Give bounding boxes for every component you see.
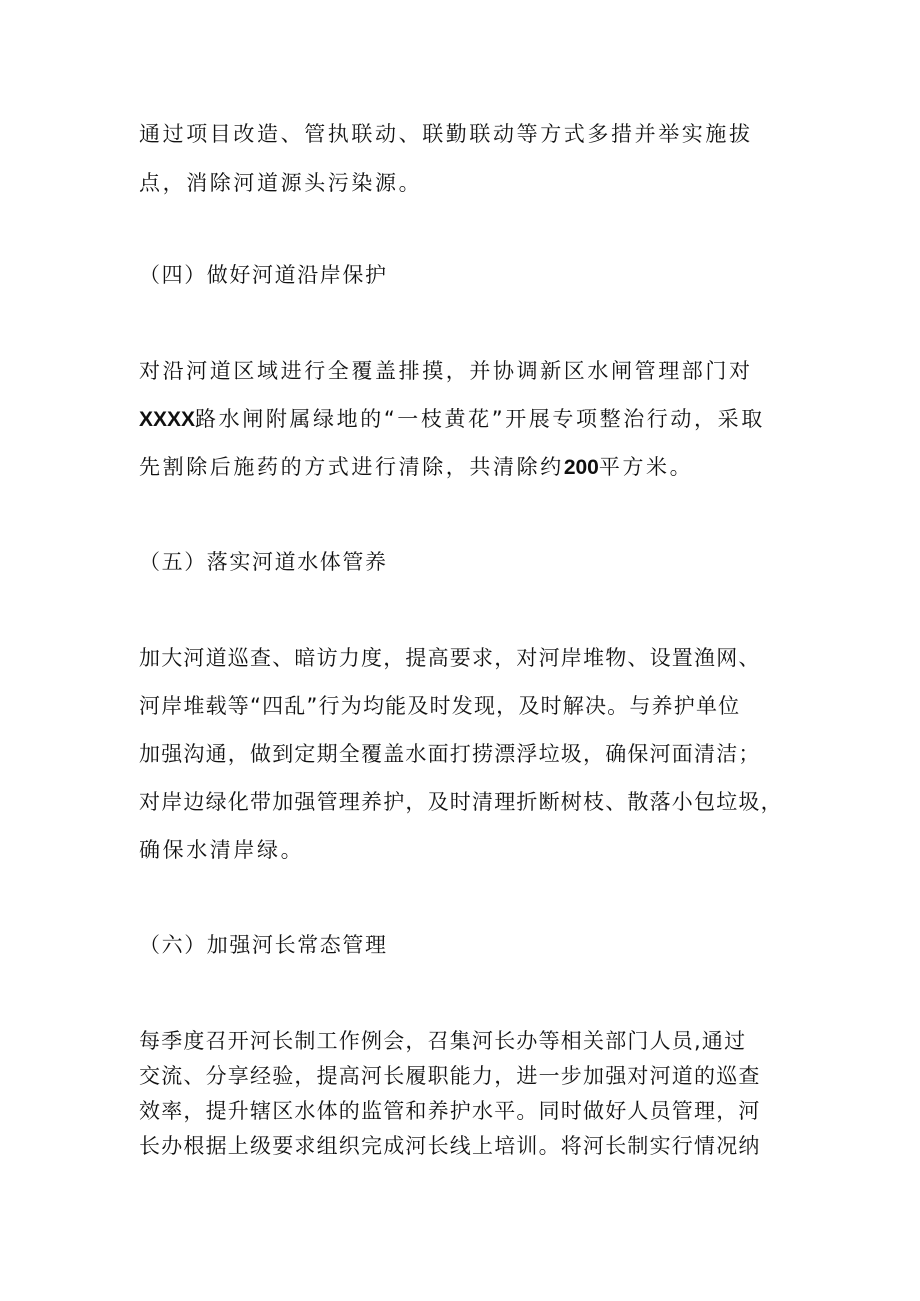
- paragraph-line: 加大河道巡查、暗访力度，提高要求，对河岸堆物、设置渔网、: [139, 646, 761, 670]
- section-heading-4: （四）做好河道沿岸保护: [139, 263, 388, 287]
- paragraph-line: 加强沟通，做到定期全覆盖水面打捞漂浮垃圾，确保河面清洁；: [139, 742, 761, 766]
- paragraph-line: [139, 404, 799, 435]
- paragraph-line: 通过项目改造、管执联动、联勤联动等方式多措并举实施拔: [139, 122, 753, 146]
- section-heading-6: （六）加强河长常态管理: [139, 933, 388, 957]
- paragraph-line: 交流、分享经验，提高河长履职能力，进一步加强对河道的巡查: [139, 1064, 761, 1088]
- paragraph-line: 对沿河道区域进行全覆盖排摸，并协调新区水闸管理部门对: [139, 359, 753, 383]
- bold-number: 200: [563, 456, 599, 479]
- bold-placeholder: XXXX: [139, 408, 196, 431]
- paragraph-line: 长办根据上级要求组织完成河长线上培训。将河长制实行情况纳: [139, 1134, 761, 1158]
- paragraph-line: 对岸边绿化带加强管理养护，及时清理折断树枝、散落小包垃圾，: [139, 790, 783, 814]
- section-heading-5: （五）落实河道水体管养: [139, 550, 388, 574]
- paragraph-text: 平方米。: [598, 455, 694, 479]
- paragraph-line: 点，消除河道源头污染源。: [139, 171, 423, 195]
- paragraph-text: 路水闸附属绿地的“一枝黄花”开展专项整治行动，采取: [195, 407, 765, 431]
- paragraph-line: 河岸堆载等“四乱”行为均能及时发现，及时解决。与养护单位: [139, 694, 741, 718]
- paragraph-line: [139, 452, 799, 483]
- paragraph-line: 效率，提升辖区水体的监管和养护水平。同时做好人员管理，河: [139, 1099, 761, 1123]
- paragraph-text: 先割除后施药的方式进行清除，共清除约: [139, 455, 564, 479]
- paragraph-line: 每季度召开河长制工作例会，召集河长办等相关部门人员,通过: [139, 1029, 747, 1053]
- paragraph-line: 确保水清岸绿。: [139, 838, 305, 862]
